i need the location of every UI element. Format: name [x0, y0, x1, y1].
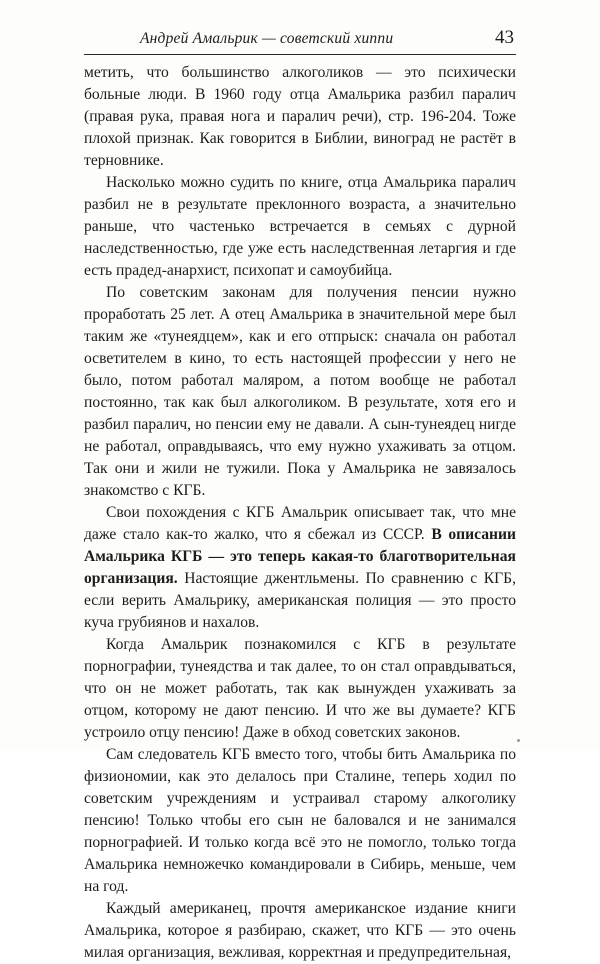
running-header: [84, 26, 516, 55]
paragraph-5: Когда Амальрик познакомился с КГБ в результате порнографии, тунеядства и так далее, то он стал оправдываться, что он не может работать, так как вынужден ухаживать за отцом, которому не дают пенсию. И что же вы думаете? КГБ устроило отцу пенсию! Даже в обход советских законов.: [84, 636, 516, 741]
paragraph-3: По советским законам для получения пенсии нужно проработать 25 лет. А отец Амальрика в значительной мере был таким же «тунеядцем», как и его отпрыск: сначала он работал осветителем в кино, то есть настоящей профессии у него не было, потом работал маляром, а потом вообще не работал постоянно, так как был алкоголиком. В результате, хотя его и разбил паралич, но пенсии ему не давали. А сын-тунеядец нигде не работал, оправдываясь, что ему нужно ухаживать за отцом. Так они и жили не тужили. Пока у Амальрика не завязалось знакомство с КГБ.: [84, 284, 516, 499]
paragraph-4: [84, 502, 516, 634]
paragraph-1: метить, что большинство алкоголиков — это психически больные люди. В 1960 году отца Амальрика разбил паралич (правая рука, правая нога и паралич речи), стр. 196-204. Тоже плохой признак. Как говорится в Библии, виноград не растёт в терновнике.: [84, 64, 516, 169]
paragraph-2: Насколько можно судить по книге, отца Амальрика паралич разбил не в результате преклонного возраста, а значительно раньше, что частенько встречается в семьях с дурной наследственностью, где уже есть наследственная летаргия и где есть прадед-анархист, психопат и самоубийца.: [84, 174, 516, 279]
body-text: [84, 62, 516, 964]
page-number: 43: [495, 27, 514, 48]
paragraph-4-text-before: Свои похождения с КГБ Амальрик описывает так, что мне даже стало как-то жалко, что я сбежал из СССР.: [84, 504, 516, 543]
paragraph-4-text-after: Настоящие джентльмены. По сравнению с КГБ, если верить Амальрику, американская полиция — это просто куча грубиянов и нахалов.: [84, 570, 516, 631]
paragraph-4-bold-text: В описании Амальрика КГБ — это теперь какая-то благотворительная организация.: [84, 526, 516, 587]
paragraph-7: Каждый американец, прочтя американское издание книги Амальрика, которое я разбираю, скажет, что КГБ — это очень милая организация, вежливая, корректная и предупредительная,: [84, 900, 516, 961]
running-title: Андрей Амальрик — советский хиппи: [140, 30, 394, 47]
paragraph-6: Сам следователь КГБ вместо того, чтобы бить Амальрика по физиономии, как это делалось при Сталине, теперь ходил по советским учреждениям и устраивал старому алкоголику пенсию! Только чтобы его сын не баловался и не занимался порнографией. И только когда всё это не помогло, только тогда Амальрика немножечко командировали в Сибирь, меньше, чем на год.: [84, 746, 516, 895]
paper-speck: [517, 739, 520, 742]
